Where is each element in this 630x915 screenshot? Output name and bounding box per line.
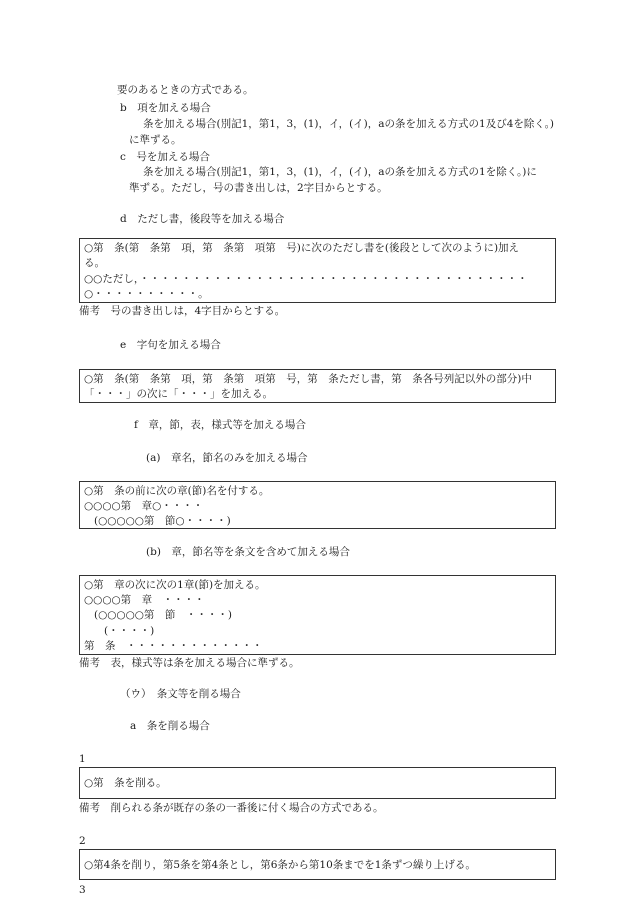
section-ua-heading: a 条を削る場合 <box>130 720 210 732</box>
example-box-fb <box>79 575 556 655</box>
box-line: ○○○○第 章 ・・・・ <box>84 594 205 606</box>
box-line: ○○○○第 章○・・・・ <box>84 500 204 512</box>
box-line: 「・・・」の次に「・・・」を加える。 <box>84 388 273 400</box>
box-line: ○○ただし，・・・・・・・・・・・・・・・・・・・・・・・・・・・・・・・・・・・・・ <box>84 273 528 285</box>
box-line: ○・・・・・・・・・・。 <box>84 288 209 300</box>
box-line: (○○○○○第 節 ・・・・) <box>94 609 233 621</box>
box-line: (○○○○○第 節○・・・・) <box>94 515 231 527</box>
section-f-heading: f 章，節，表，様式等を加える場合 <box>134 419 306 431</box>
text-line: 準ずる。ただし，号の書き出しは，2字目からとする。 <box>129 182 388 194</box>
box-line: ○第4条を削り，第5条を第4条とし，第6条から第10条までを1条ずつ繰り上げる。 <box>84 859 476 871</box>
example-number-1: 1 <box>79 753 86 765</box>
note-d: 備考 号の書き出しは，4字目からとする。 <box>79 305 286 317</box>
text-line: に準ずる。 <box>129 134 182 146</box>
box-line: ○第 条(第 条第 項，第 条第 項第 号)に次のただし書を(後段として次のように)加え <box>84 242 520 254</box>
box-line: (・・・・) <box>104 625 155 637</box>
section-u-heading: （ウ） 条文等を削る場合 <box>120 688 241 700</box>
note-1: 備考 削られる条が既存の条の一番後に付く場合の方式である。 <box>79 802 384 814</box>
text-line: 要のあるときの方式である。 <box>117 84 254 96</box>
section-fb-heading: (b) 章，節名等を条文を含めて加える場合 <box>146 546 350 558</box>
box-line: 第 条 ・・・・・・・・・・・・・ <box>84 640 263 652</box>
section-d-heading: d ただし書，後段等を加える場合 <box>120 213 285 225</box>
section-c-heading: c 号を加える場合 <box>120 151 210 163</box>
example-number-3: 3 <box>79 884 86 896</box>
box-line: ○第 条の前に次の章(節)名を付する。 <box>84 485 270 497</box>
section-fa-heading: (a) 章名，節名のみを加える場合 <box>146 452 308 464</box>
example-number-2: 2 <box>79 835 86 847</box>
note-f: 備考 表，様式等は条を加える場合に準ずる。 <box>79 657 300 669</box>
example-box-e <box>79 369 556 403</box>
box-line: ○第 条(第 条第 項，第 条第 項第 号，第 条ただし書，第 条各号列記以外の部分)中 <box>84 373 532 385</box>
example-box-fa <box>79 481 556 529</box>
section-e-heading: e 字句を加える場合 <box>120 339 221 351</box>
example-box-2 <box>79 849 556 880</box>
text-line: 条を加える場合(別記1，第1，3，(1)，イ，(イ)，aの条を加える方式の1及び4を除く。) <box>143 118 555 130</box>
box-line: ○第 条を削る。 <box>84 777 167 789</box>
section-b-heading: b 項を加える場合 <box>120 102 211 114</box>
example-box-d <box>79 238 556 303</box>
box-line: る。 <box>84 257 105 269</box>
example-box-1 <box>79 767 556 799</box>
text-line: 条を加える場合(別記1，第1，3，(1)，イ，(イ)，aの条を加える方式の1を除く。)に <box>143 166 537 178</box>
box-line: ○第 章の次に次の1章(節)を加える。 <box>84 579 266 591</box>
